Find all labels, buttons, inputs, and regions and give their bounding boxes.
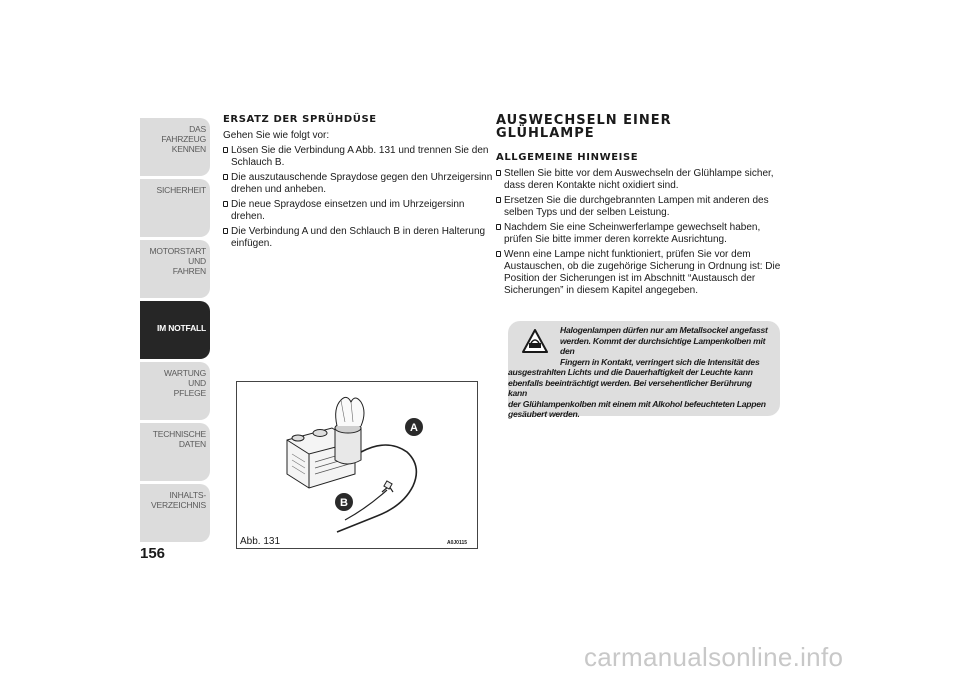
svg-text:B: B: [340, 497, 348, 509]
list-item: Die auszutauschende Spraydose gegen den Uhrzeigersinn drehen und anheben.: [223, 172, 495, 196]
intro-text: Gehen Sie wie folgt vor:: [223, 130, 330, 141]
subheading: ALLGEMEINE HINWEISE: [496, 152, 639, 163]
checkbox-bullet-icon: [496, 170, 501, 176]
section-heading: ERSATZ DER SPRÜHDÜSE: [223, 114, 377, 125]
compressor-illustration: [237, 382, 477, 548]
right-column: [496, 114, 782, 300]
list-item: Die neue Spraydose einsetzen und im Uhrzeigersinn drehen.: [223, 199, 495, 223]
watermark: carmanualsonline.info: [584, 642, 844, 672]
checkbox-bullet-icon: [496, 224, 501, 230]
list-item: Die Verbindung A und den Schlauch B in deren Halterung einfügen.: [223, 226, 495, 250]
list-item: Lösen Sie die Verbindung A Abb. 131 und trennen Sie den Schlauch B.: [223, 145, 495, 169]
warning-text: Halogenlampen dürfen nur am Metallsockel angefasst werden. Kommt der durchsichtige Lampenkolben mit den Fingern in Kontakt, verringert sich die Intensität des ausgestrahlten Lichts und die Dauerhaftigkeit der Leuchte kann ebenfalls beeinträchtigt werden. Bei versehentlicher Berührung kann der Glühlampenkolben mit einem mit Alkohol befeuchteten Lappen gesäubert werden.: [508, 325, 768, 419]
page-number: 156: [140, 545, 166, 562]
figure-131: [236, 381, 478, 549]
chapter-title: AUSWECHSELN EINER GLÜHLAMPE: [496, 113, 672, 141]
svg-text:A: A: [410, 422, 418, 434]
list-item: Ersetzen Sie die durchgebrannten Lampen mit anderen des selben Typs und der selben Leistung.: [496, 195, 782, 219]
tab-das-fahrzeug-kennen[interactable]: DAS FAHRZEUG KENNEN: [140, 118, 210, 176]
figure-code: A0J0115: [447, 540, 468, 546]
checkbox-bullet-icon: [223, 228, 228, 234]
list-item: Wenn eine Lampe nicht funktioniert, prüfen Sie vor dem Austauschen, ob die zugehörige Sicherung in Ordnung ist: Die Position der Sicherungen ist im Abschnitt “Austausch der Sicherungen” in diesem Kapitel angegeben.: [496, 249, 782, 297]
list-item: Stellen Sie bitte vor dem Auswechseln der Glühlampe sicher, dass deren Kontakte nicht oxidiert sind.: [496, 168, 782, 192]
checkbox-bullet-icon: [223, 147, 228, 153]
tab-im-notfall[interactable]: IM NOTFALL: [140, 301, 210, 359]
tab-wartung-und-pflege[interactable]: WARTUNG UND PFLEGE: [140, 362, 210, 420]
checkbox-bullet-icon: [223, 201, 228, 207]
list-item: Nachdem Sie eine Scheinwerferlampe gewechselt haben, prüfen Sie bitte immer deren korrekte Ausrichtung.: [496, 222, 782, 246]
warning-box: [508, 321, 780, 419]
tab-sicherheit[interactable]: SICHERHEIT: [140, 179, 210, 237]
checkbox-bullet-icon: [496, 251, 501, 257]
tab-technische-daten[interactable]: TECHNISCHE DATEN: [140, 423, 210, 481]
tab-inhaltsverzeichnis[interactable]: INHALTS- VERZEICHNIS: [140, 484, 210, 542]
tab-motorstart-und-fahren[interactable]: MOTORSTART UND FAHREN: [140, 240, 210, 298]
checkbox-bullet-icon: [223, 174, 228, 180]
instruction-list: [223, 145, 495, 250]
figure-caption: Abb. 131: [240, 536, 281, 547]
left-column: [223, 114, 495, 253]
hint-list: [496, 168, 782, 297]
checkbox-bullet-icon: [496, 197, 501, 203]
